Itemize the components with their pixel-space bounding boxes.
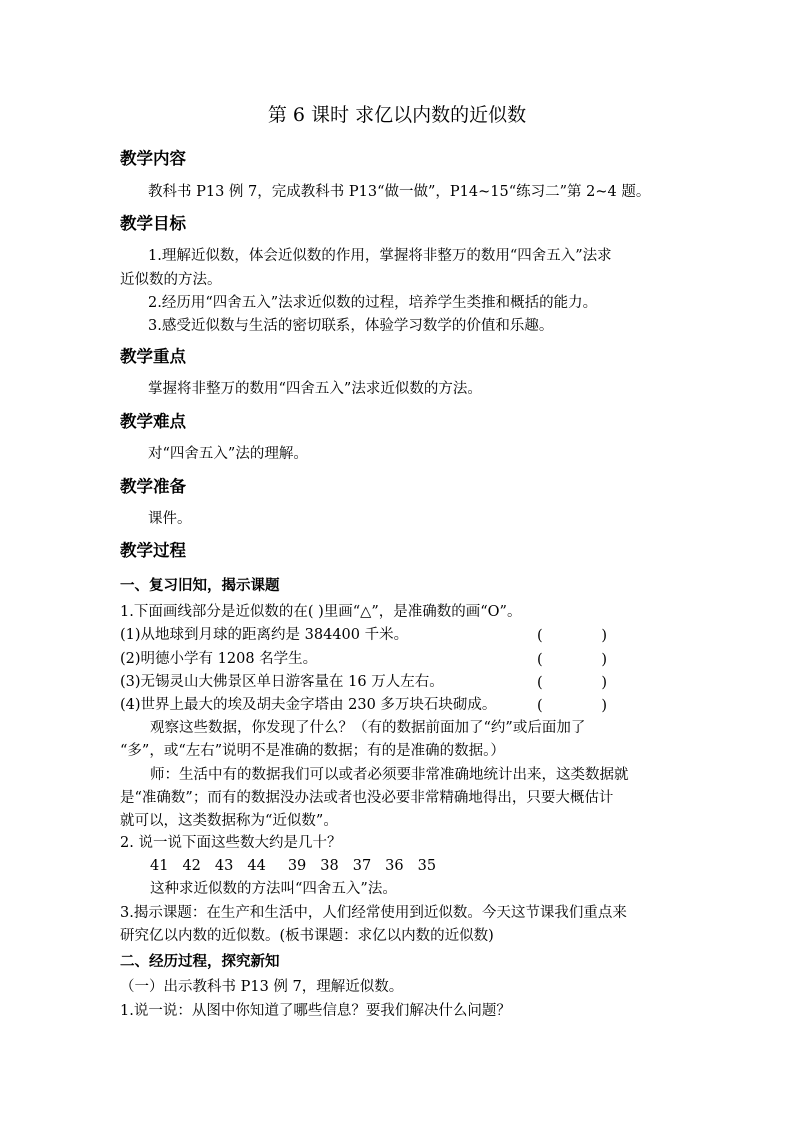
paren-open: ( (537, 652, 543, 668)
question-2: 2. 说一说下面这些数大约是几十？ (120, 835, 342, 851)
paren-close: ) (601, 675, 607, 691)
method-text: 这种求近似数的方法叫“四舍五入”法。 (150, 881, 397, 897)
number-item: 44 (247, 858, 266, 874)
teacher-line2: 是“准确数”；而有的数据没办法或者也没必要非常精确地得出，只要大概估计 (120, 790, 614, 806)
number-item: 38 (320, 858, 339, 874)
content-text: 教科书 P13 例 7，完成教科书 P13“做一做”，P14~15“练习二”第 2~4 题。 (148, 184, 651, 200)
goal-1-line1: 1.理解近似数，体会近似数的作用，掌握将非整万的数用“四舍五入”法求 (148, 248, 612, 264)
number-item: 35 (417, 858, 437, 874)
paren-open: ( (537, 698, 543, 714)
goal-2: 2.经历用“四舍五入”法求近似数的过程，培养学生类推和概括的能力。 (148, 295, 598, 311)
paren-close: ) (601, 698, 607, 714)
item-1: (1)从地球到月球的距离约是 384400 千米。 (120, 627, 409, 643)
paren-close: ) (601, 652, 607, 668)
paren-open: ( (537, 675, 543, 691)
prep-text: 课件。 (148, 511, 192, 527)
teacher-line3: 就可以，这类数据称为“近似数”。 (120, 813, 338, 829)
heading-goals: 教学目标 (120, 214, 186, 233)
goal-1-line2: 近似数的方法。 (120, 272, 222, 288)
number-item: 41 (150, 858, 169, 874)
part2-heading: 二、经历过程，探究新知 (120, 954, 280, 970)
item-3: (3)无锡灵山大佛景区单日游客量在 16 万人左右。 (120, 674, 444, 690)
number-item: 39 (287, 858, 307, 874)
part2-sub1: （一）出示教科书 P13 例 7，理解近似数。 (120, 979, 404, 995)
reveal-line1: 3.揭示课题：在生产和生活中，人们经常使用到近似数。今天这节课我们重点来 (120, 905, 627, 921)
paren-close: ) (601, 628, 607, 644)
teacher-line1: 师：生活中有的数据我们可以或者必须要非常准确地统计出来，这类数据就 (150, 767, 629, 783)
item-4: (4)世界上最大的埃及胡夫金字塔由 230 多万块石块砌成。 (120, 697, 497, 713)
number-list (150, 859, 450, 874)
key-text: 掌握将非整万的数用“四舍五入”法求近似数的方法。 (148, 381, 482, 397)
question-1: 1.下面画线部分是近似数的在( )里画“△”，是准确数的画“O”。 (120, 604, 522, 620)
difficulty-text: 对“四舍五入”法的理解。 (148, 446, 308, 462)
heading-process: 教学过程 (120, 541, 186, 560)
item-2: (2)明德小学有 1208 名学生。 (120, 651, 318, 667)
goal-3: 3.感受近似数与生活的密切联系，体验学习数学的价值和乐趣。 (148, 318, 554, 334)
number-item: 37 (352, 858, 372, 874)
heading-key: 教学重点 (120, 347, 186, 366)
observe-line1: 观察这些数据，你发现了什么？（有的数据前面加了“约”或后面加了 (150, 720, 586, 736)
part1-heading: 一、复习旧知，揭示课题 (120, 578, 280, 594)
number-item: 36 (385, 858, 404, 874)
part2-question-1: 1.说一说：从图中你知道了哪些信息？要我们解决什么问题？ (120, 1003, 511, 1019)
lesson-title: 第 6 课时 求亿以内数的近似数 (267, 104, 527, 126)
reveal-line2: 研究亿以内数的近似数。(板书课题：求亿以内数的近似数) (120, 928, 494, 944)
number-item: 43 (214, 858, 234, 874)
number-item: 42 (182, 858, 201, 874)
heading-difficulty: 教学难点 (120, 412, 186, 431)
observe-line2: “多”，或“左右”说明不是准确的数据；有的是准确的数据。） (120, 743, 505, 759)
heading-content: 教学内容 (120, 149, 186, 168)
paren-open: ( (537, 628, 543, 644)
heading-prep: 教学准备 (120, 477, 186, 496)
